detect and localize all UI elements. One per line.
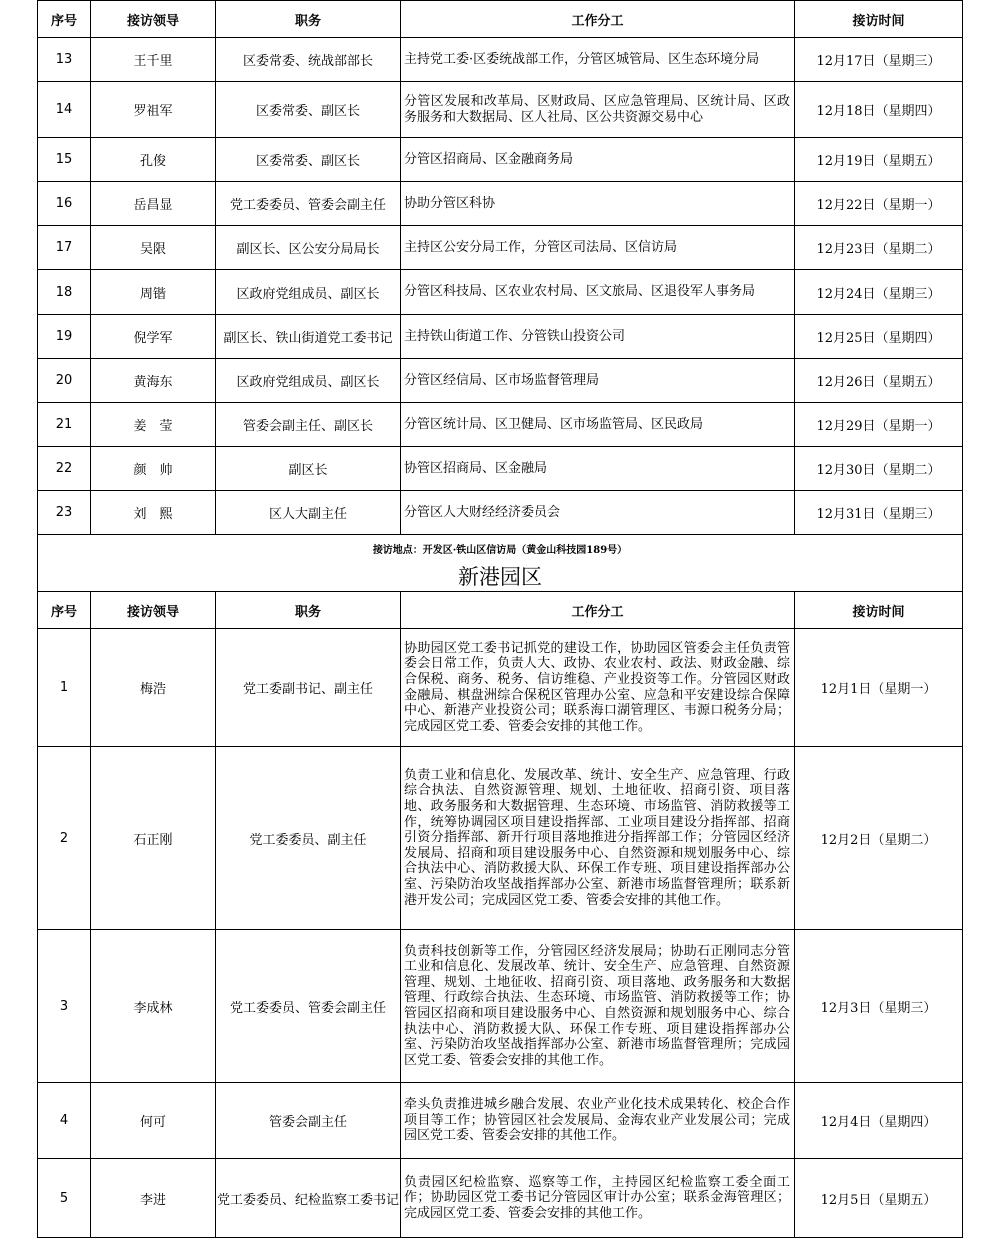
row-duties: 分管区统计局、区卫健局、区市场监管局、区民政局 (401, 403, 795, 447)
row-seq: 15 (38, 138, 91, 182)
row-seq: 23 (38, 491, 91, 535)
row-time: 12月25日（星期四） (795, 315, 963, 359)
table-row (38, 38, 963, 82)
row-seq: 14 (38, 82, 91, 138)
row-leader: 吴限 (91, 226, 216, 270)
reception-schedule (37, 0, 962, 1238)
row-seq: 16 (38, 182, 91, 226)
row-time: 12月30日（星期二） (795, 447, 963, 491)
row-leader: 黄海东 (91, 359, 216, 403)
table-row (38, 226, 963, 270)
header-duties: 工作分工 (401, 592, 795, 629)
header-leader: 接访领导 (91, 1, 216, 38)
header-position: 职务 (216, 592, 401, 629)
row-duties: 协管区招商局、区金融局 (401, 447, 795, 491)
table-row (38, 82, 963, 138)
row-position: 区政府党组成员、副区长 (216, 270, 401, 315)
row-leader: 李进 (91, 1159, 216, 1238)
row-position: 区委常委、副区长 (216, 82, 401, 138)
table-row (38, 747, 963, 930)
row-duties: 分管区发展和改革局、区财政局、区应急管理局、区统计局、区政务服务和大数据局、区人社局、区公共资源交易中心 (401, 82, 795, 138)
header-seq: 序号 (38, 1, 91, 38)
row-duties: 分管区招商局、区金融商务局 (401, 138, 795, 182)
row-position: 党工委委员、管委会副主任 (216, 182, 401, 226)
row-leader: 岳昌显 (91, 182, 216, 226)
row-position: 党工委委员、纪检监察工委书记 (216, 1159, 401, 1238)
table-header-section2 (38, 592, 963, 629)
table-row (38, 270, 963, 315)
row-leader: 姜 莹 (91, 403, 216, 447)
row-position: 党工委委员、副主任 (216, 747, 401, 930)
row-seq: 20 (38, 359, 91, 403)
row-leader: 李成林 (91, 930, 216, 1083)
table-row (38, 1083, 963, 1159)
row-position: 区委常委、统战部部长 (216, 38, 401, 82)
table-row (38, 182, 963, 226)
header-seq: 序号 (38, 592, 91, 629)
row-time: 12月4日（星期四） (795, 1083, 963, 1159)
table-row (38, 315, 963, 359)
header-duties: 工作分工 (401, 1, 795, 38)
row-duties: 负责科技创新等工作，分管园区经济发展局；协助石正刚同志分管工业和信息化、发展改革、统计、安全生产、应急管理、自然资源管理、规划、土地征收、招商引资、项目落地、政务服务和大数据管理、行政综合执法、生态环境、市场监管、消防救援等工作；协管园区招商和项目建设服务中心、自然资源和规划服务中心、综合执法中心、消防救援大队、环保工作专班、项目建设指挥部办公室、污染防治攻坚战指挥部办公室、新港市场监督管理所；完成园区党工委、管委会安排的其他工作。 (401, 930, 795, 1083)
row-time: 12月18日（星期四） (795, 82, 963, 138)
row-position: 党工委副书记、副主任 (216, 629, 401, 747)
row-leader: 石正刚 (91, 747, 216, 930)
row-seq: 17 (38, 226, 91, 270)
header-position: 职务 (216, 1, 401, 38)
row-leader: 倪学军 (91, 315, 216, 359)
table-row (38, 930, 963, 1083)
schedule-table (37, 0, 963, 1238)
row-duties: 主持党工委·区委统战部工作，分管区城管局、区生态环境分局 (401, 38, 795, 82)
row-duties: 协助园区党工委书记抓党的建设工作，协助园区管委会主任负责管委会日常工作，负责人大、政协、农业农村、政法、财政金融、综合保税、商务、税务、信访维稳、产业投资等工作。分管园区财政金融局、棋盘洲综合保税区管理办公室、应急和平安建设综合保障中心、新港产业投资公司；联系海口湖管理区、韦源口税务分局；完成园区党工委、管委会安排的其他工作。 (401, 629, 795, 747)
row-time: 12月17日（星期三） (795, 38, 963, 82)
header-leader: 接访领导 (91, 592, 216, 629)
row-duties: 主持区公安分局工作，分管区司法局、区信访局 (401, 226, 795, 270)
row-time: 12月26日（星期五） (795, 359, 963, 403)
row-leader: 何可 (91, 1083, 216, 1159)
location-row (38, 535, 963, 562)
row-duties: 分管区科技局、区农业农村局、区文旅局、区退役军人事务局 (401, 270, 795, 315)
row-leader: 王千里 (91, 38, 216, 82)
row-position: 管委会副主任 (216, 1083, 401, 1159)
row-position: 副区长、铁山街道党工委书记 (216, 315, 401, 359)
row-seq: 3 (38, 930, 91, 1083)
row-time: 12月3日（星期三） (795, 930, 963, 1083)
row-duties: 分管区经信局、区市场监督管理局 (401, 359, 795, 403)
row-seq: 2 (38, 747, 91, 930)
row-duties: 负责园区纪检监察、巡察等工作，主持园区纪检监察工委全面工作；协助园区党工委书记分管园区审计办公室；联系金海管理区；完成园区党工委、管委会安排的其他工作。 (401, 1159, 795, 1238)
table-row (38, 491, 963, 535)
row-leader: 罗祖军 (91, 82, 216, 138)
row-seq: 13 (38, 38, 91, 82)
section-title-row (38, 561, 963, 592)
row-seq: 18 (38, 270, 91, 315)
row-time: 12月1日（星期一） (795, 629, 963, 747)
row-time: 12月19日（星期五） (795, 138, 963, 182)
row-leader: 刘 熙 (91, 491, 216, 535)
row-leader: 颜 帅 (91, 447, 216, 491)
row-duties: 协助分管区科协 (401, 182, 795, 226)
row-leader: 周锴 (91, 270, 216, 315)
row-position: 党工委委员、管委会副主任 (216, 930, 401, 1083)
row-position: 管委会副主任、副区长 (216, 403, 401, 447)
row-time: 12月22日（星期一） (795, 182, 963, 226)
row-seq: 1 (38, 629, 91, 747)
row-seq: 21 (38, 403, 91, 447)
row-leader: 孔俊 (91, 138, 216, 182)
row-time: 12月24日（星期三） (795, 270, 963, 315)
row-duties: 主持铁山街道工作、分管铁山投资公司 (401, 315, 795, 359)
row-position: 副区长、区公安分局局长 (216, 226, 401, 270)
header-time: 接访时间 (795, 592, 963, 629)
row-duties: 分管区人大财经经济委员会 (401, 491, 795, 535)
row-seq: 22 (38, 447, 91, 491)
row-time: 12月29日（星期一） (795, 403, 963, 447)
location-note: 接访地点：开发区·铁山区信访局（黄金山科技园189号） (38, 535, 963, 562)
row-leader: 梅浩 (91, 629, 216, 747)
row-position: 区政府党组成员、副区长 (216, 359, 401, 403)
row-seq: 19 (38, 315, 91, 359)
row-position: 副区长 (216, 447, 401, 491)
row-time: 12月23日（星期二） (795, 226, 963, 270)
row-position: 区委常委、副区长 (216, 138, 401, 182)
header-time: 接访时间 (795, 1, 963, 38)
table-header-top (38, 1, 963, 38)
table-row (38, 138, 963, 182)
table-row (38, 359, 963, 403)
row-seq: 4 (38, 1083, 91, 1159)
row-duties: 牵头负责推进城乡融合发展、农业产业化技术成果转化、校企合作项目等工作；协管园区社会发展局、金海农业产业发展公司；完成园区党工委、管委会安排的其他工作。 (401, 1083, 795, 1159)
row-duties: 负责工业和信息化、发展改革、统计、安全生产、应急管理、行政综合执法、自然资源管理、规划、土地征收、招商引资、项目落地、政务服务和大数据管理、生态环境、市场监管、消防救援等工作，统筹协调园区项目建设指挥部、工业项目建设分指挥部、招商引资分指挥部、新开行项目落地推进分指挥部工作；分管园区经济发展局、招商和项目建设服务中心、自然资源和规划服务中心、综合执法中心、消防救援大队、环保工作专班、项目建设指挥部办公室、污染防治攻坚战指挥部办公室、新港市场监督管理所；联系新港开发公司；完成园区党工委、管委会安排的其他工作。 (401, 747, 795, 930)
row-time: 12月31日（星期三） (795, 491, 963, 535)
row-position: 区人大副主任 (216, 491, 401, 535)
table-row (38, 403, 963, 447)
table-row (38, 629, 963, 747)
row-time: 12月2日（星期二） (795, 747, 963, 930)
table-row (38, 1159, 963, 1238)
row-time: 12月5日（星期五） (795, 1159, 963, 1238)
table-row (38, 447, 963, 491)
section-title: 新港园区 (38, 561, 963, 592)
row-seq: 5 (38, 1159, 91, 1238)
